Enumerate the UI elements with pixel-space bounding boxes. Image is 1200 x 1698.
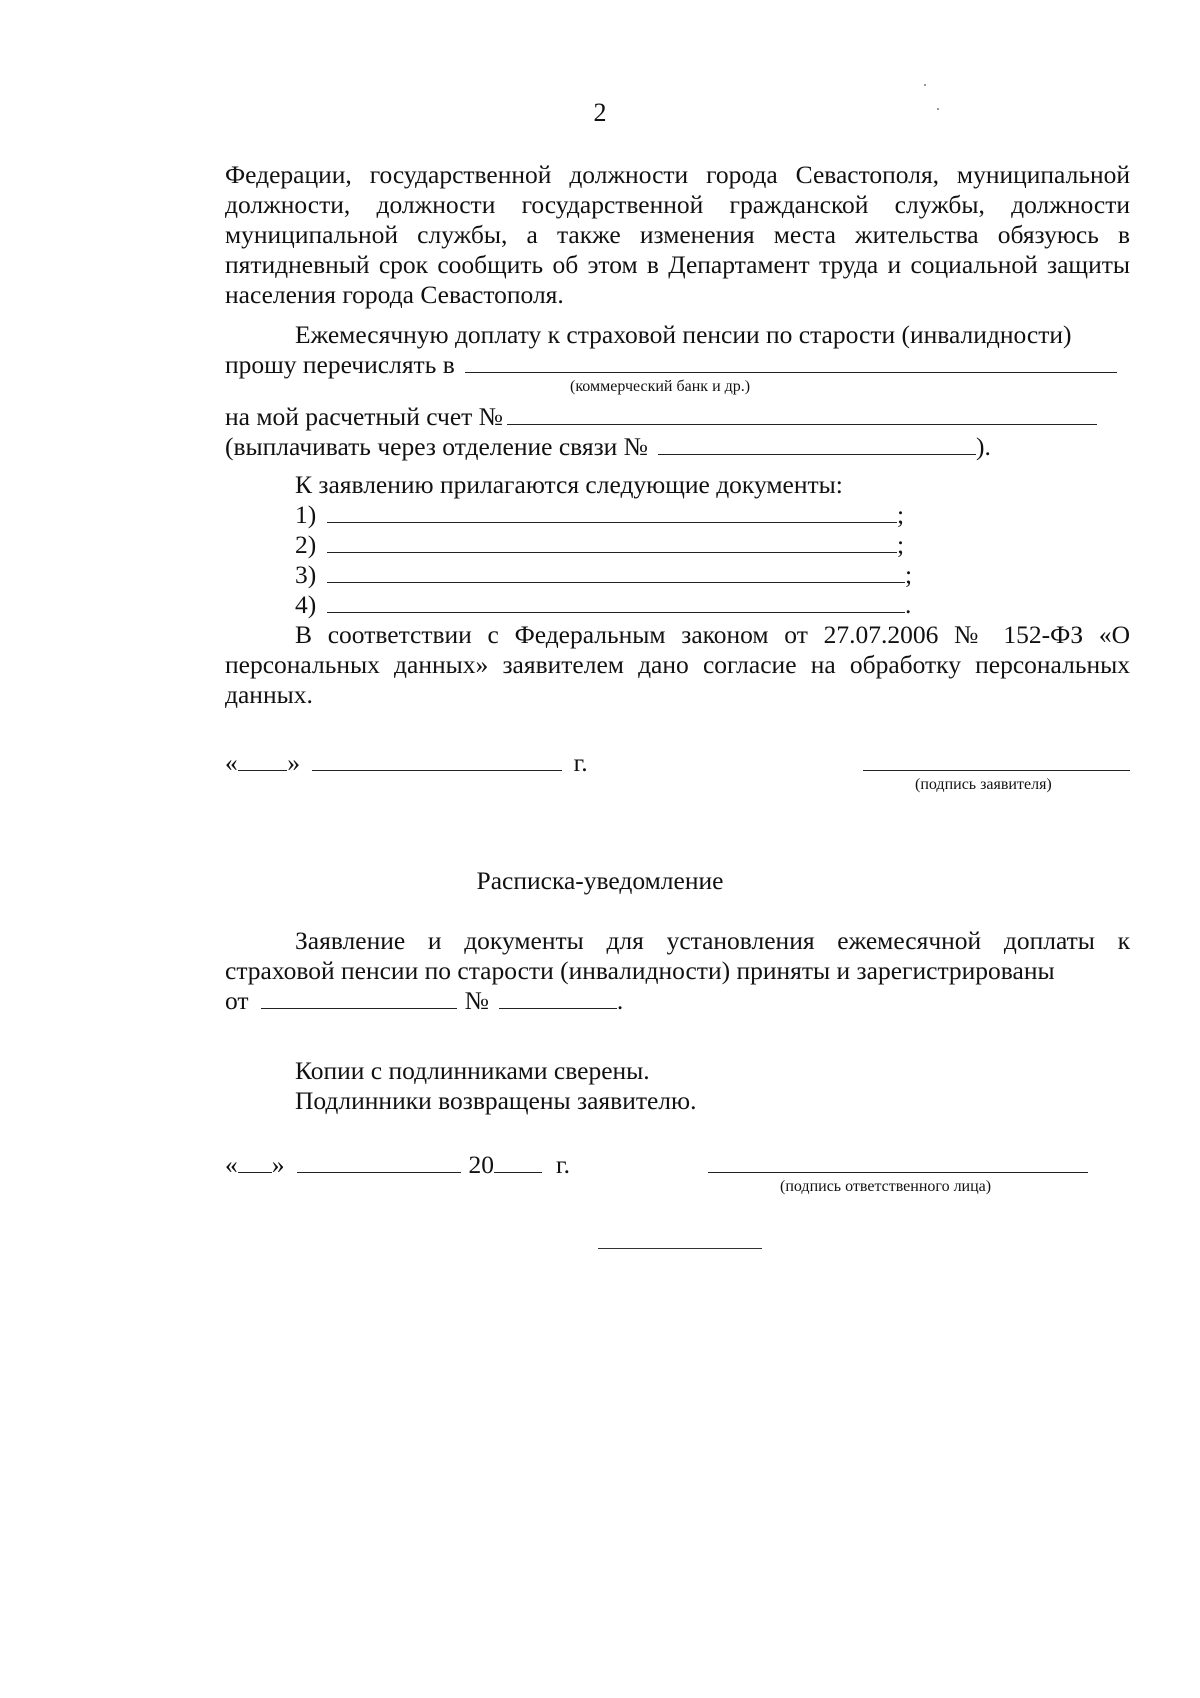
receipt-paragraph: Заявление и документы для установления ежемесячной доплаты к страховой пенсии по старости (инвалидности) приняты и зарегистрированы <box>225 926 1130 985</box>
applicant-date-row: « » г. <box>225 748 1130 778</box>
list-item: 1) ; <box>295 500 905 529</box>
official-signature-field[interactable] <box>708 1152 1088 1173</box>
post-label: (выплачивать через отделение связи № <box>225 432 649 461</box>
document-field-1[interactable] <box>327 502 897 523</box>
list-item: 3) ; <box>295 560 913 589</box>
transfer-line-1: Ежемесячную доплату к страховой пенсии по старости (инвалидности) <box>295 320 1072 349</box>
receipt-day-field[interactable] <box>238 1152 272 1173</box>
page-number: 2 <box>593 98 607 127</box>
documents-intro: К заявлению прилагаются следующие документы: <box>295 470 843 499</box>
official-signature-block <box>225 1150 1130 1196</box>
registration-date-field[interactable] <box>261 988 457 1009</box>
returned-line: Подлинники возвращены заявителю. <box>295 1086 697 1115</box>
day-field[interactable] <box>238 750 288 771</box>
post-close: ). <box>976 432 991 461</box>
official-signature-caption: (подпись ответственного лица) <box>780 1178 992 1195</box>
bank-field[interactable] <box>465 352 1117 373</box>
receipt-year-field[interactable] <box>494 1152 542 1173</box>
document-field-4[interactable] <box>327 592 905 613</box>
account-row <box>225 402 1130 432</box>
intro-paragraph: Федерации, государственной должности города Севастополя, муниципальной должности, должности государственной гражданской службы, должности муниципальной службы, а также изменения места жительства обязуюсь в пятидневный срок сообщить об этом в Департамент труда и социальной защиты населения города Севастополя. <box>225 160 1130 309</box>
consent-paragraph: В соответствии с Федеральным законом от 27.07.2006 № 152-ФЗ «О персональных данных» заявителем дано согласие на обработку персональных данных. <box>225 620 1130 709</box>
applicant-signature-caption: (подпись заявителя) <box>915 776 1052 793</box>
scan-speck <box>924 84 926 86</box>
post-office-field[interactable] <box>658 434 976 455</box>
copies-line: Копии с подлинниками сверены. <box>295 1056 650 1085</box>
list-item: 2) ; <box>295 530 905 559</box>
applicant-signature-field[interactable] <box>863 750 1130 771</box>
document-field-2[interactable] <box>327 532 897 553</box>
bank-label: прошу перечислять в <box>225 350 455 379</box>
bank-row <box>225 350 1130 380</box>
transfer-section <box>225 320 1130 462</box>
registration-row: от № . <box>225 986 624 1015</box>
bank-caption: (коммерческий банк и др.) <box>570 378 751 395</box>
account-label: на мой расчетный счет № <box>225 402 504 431</box>
document-field-3[interactable] <box>327 562 905 583</box>
documents-section <box>225 470 1130 620</box>
receipt-month-field[interactable] <box>297 1152 461 1173</box>
end-separator <box>598 1248 762 1249</box>
official-date-row: « » 20 г. <box>225 1150 1130 1180</box>
month-year-field[interactable] <box>312 750 562 771</box>
registration-row-block <box>225 986 1130 1016</box>
applicant-signature-block <box>225 748 1130 794</box>
receipt-title: Расписка-уведомление <box>476 866 724 895</box>
registration-number-field[interactable] <box>499 988 617 1009</box>
account-field[interactable] <box>507 404 1097 425</box>
post-row <box>225 432 1130 462</box>
list-item: 4) . <box>295 590 912 619</box>
